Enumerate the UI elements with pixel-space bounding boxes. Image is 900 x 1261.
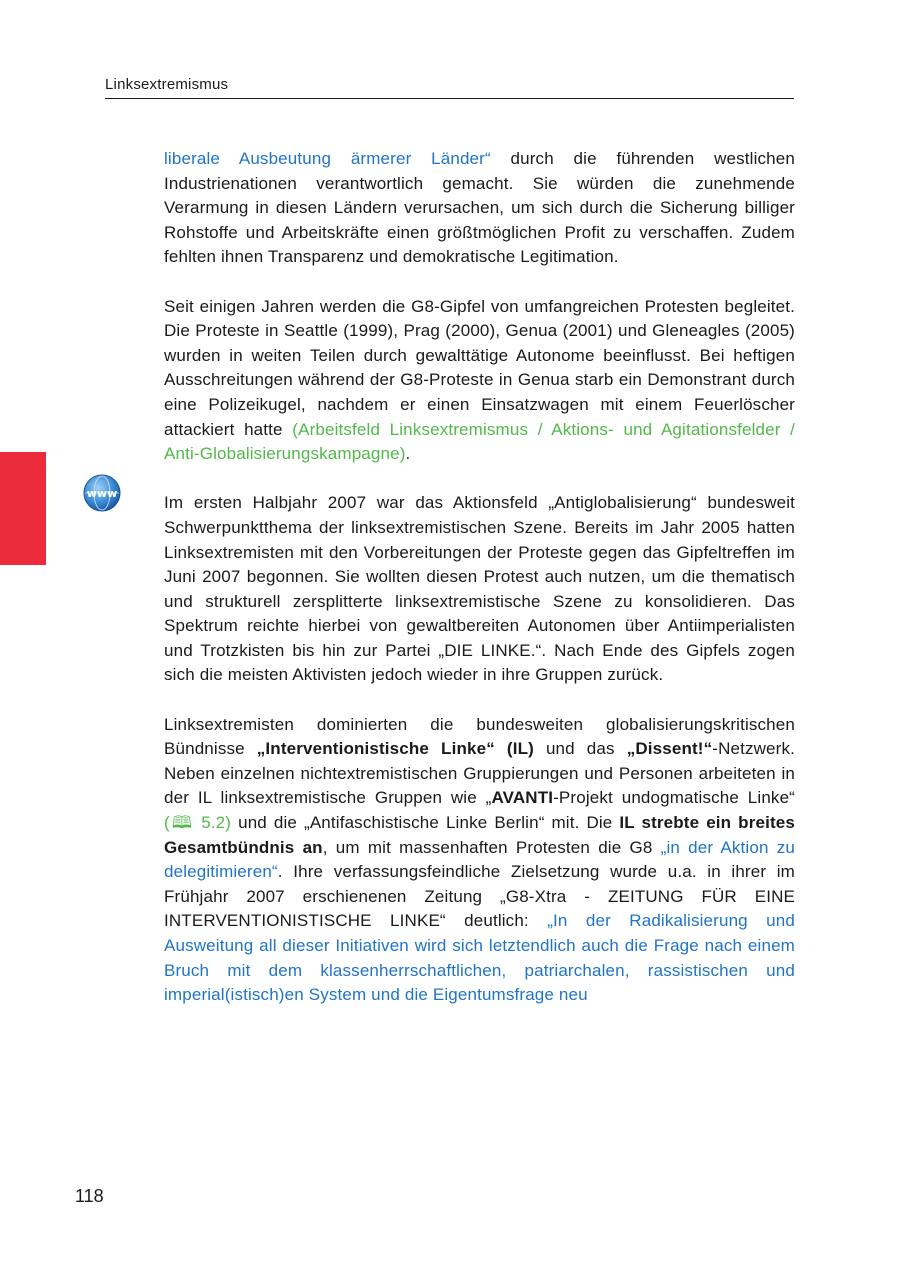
text-run: „ <box>485 788 492 808</box>
text-run: . <box>405 444 411 464</box>
text-run: und das <box>533 739 627 759</box>
text-run: Seit einigen Jahren werden die G8-Gipfel von umfangreichen Protesten begleitet. Die Proteste in Seattle (1999), Prag (2000), Genua (2001) und Gleneagles (2005) wurden in weiten Teilen durch gewalttätige Autonome beeinflusst. Bei heftigen Ausschreitungen während der G8-Proteste in Genua starb ein Demonstrant durch eine Polizeikugel, nachdem er einen Einsatzwagen mit einem Feuerlöscher attackiert hatte <box>164 296 795 439</box>
bold-term: „Interventionistische Linke“ (IL) <box>256 739 534 759</box>
www-icon[interactable] <box>83 474 121 512</box>
quote-link[interactable]: „In der Radikalisierung und Ausweitung all dieser Initiativen wird sich letztendlich auch die Frage nach einem Bruch mit dem klassenherrschaftlichen, patriarchalen, rassistischen und imperial(istisch)en System und die Eigentumsfrage neu <box>164 911 795 1005</box>
paragraph-3 <box>164 491 795 688</box>
bold-term: IL strebte ein breites Gesamtbündnis an <box>164 813 795 857</box>
body-text <box>164 147 795 1032</box>
bold-term: „Dissent!“ <box>626 739 713 759</box>
text-run: . Ihre verfassungsfeindliche Zielsetzung wurde u.a. in ihrer im Frühjahr 2007 erschienenen Zeitung „G8-Xtra - ZEITUNG FÜR EINE INTERVENTIONISTISCHE LINKE“ deutlich: <box>164 862 795 931</box>
text-run: durch die führenden westlichen Industrienationen verantwortlich gemacht. Sie würden die zunehmende Verarmung in diesen Ländern verursachen, um sich durch die Sicherung billiger Rohstoffe und Arbeitskräfte einen größtmöglichen Profit zu verschaffen. Zudem fehlten ihnen Transparenz und demokratische Legitimation. <box>164 149 795 267</box>
text-run: und die „Antifaschistische Linke Berlin“ mit. Die <box>231 813 620 833</box>
text-run: , um mit massenhaften Protesten die G8 <box>322 837 661 857</box>
text-run: -Projekt undogmatische Linke“ <box>553 788 795 808</box>
running-header: Linksextremismus <box>105 76 794 99</box>
web-reference-link[interactable]: (Arbeitsfeld Linksextremismus / Aktions- und Agitationsfelder / Anti-Globalisierungskampagne) <box>164 419 796 464</box>
book-reference-link[interactable]: (🕮 5.2) <box>164 813 232 833</box>
www-icon-label: www <box>86 487 118 500</box>
text-run: -Netzwerk. Neben einzelnen nichtextremistischen Gruppierungen und Personen arbeiteten in der IL linksextremistische Gruppen wie <box>164 739 795 808</box>
quote-link[interactable]: liberale Ausbeutung ärmerer Länder“ <box>164 149 491 168</box>
text-run: Linksextremisten dominierten die bundesweiten globalisierungskritischen Bündnisse <box>164 714 795 759</box>
bold-term: AVANTI <box>491 788 554 808</box>
text-run: Im ersten Halbjahr 2007 war das Aktionsfeld „Antiglobalisierung“ bundesweit Schwerpunktthema der linksextremistischen Szene. Bereits im Jahr 2005 hatten Linksextremisten mit den Vorbereitungen der Proteste gegen das Gipfeltreffen im Juni 2007 begonnen. Sie wollten diesen Protest auch nutzen, um die thematisch und strukturell zersplitterte linksextremistische Szene zu konsolidieren. Das Spektrum reichte hierbei von gewaltbereiten Autonomen über Antiimperialisten und Trotzkisten bis hin zur Partei „DIE LINKE.“. Nach Ende des Gipfels zogen sich die meisten Aktivisten jedoch wieder in ihre Gruppen zurück. <box>164 493 795 685</box>
page-number: 118 <box>75 1186 104 1206</box>
paragraph-2 <box>164 295 795 467</box>
chapter-side-tab <box>0 452 46 565</box>
paragraph-1 <box>164 147 795 270</box>
paragraph-4 <box>164 713 795 1008</box>
quote-link[interactable]: „in der Aktion zu delegitimieren“ <box>164 837 795 882</box>
